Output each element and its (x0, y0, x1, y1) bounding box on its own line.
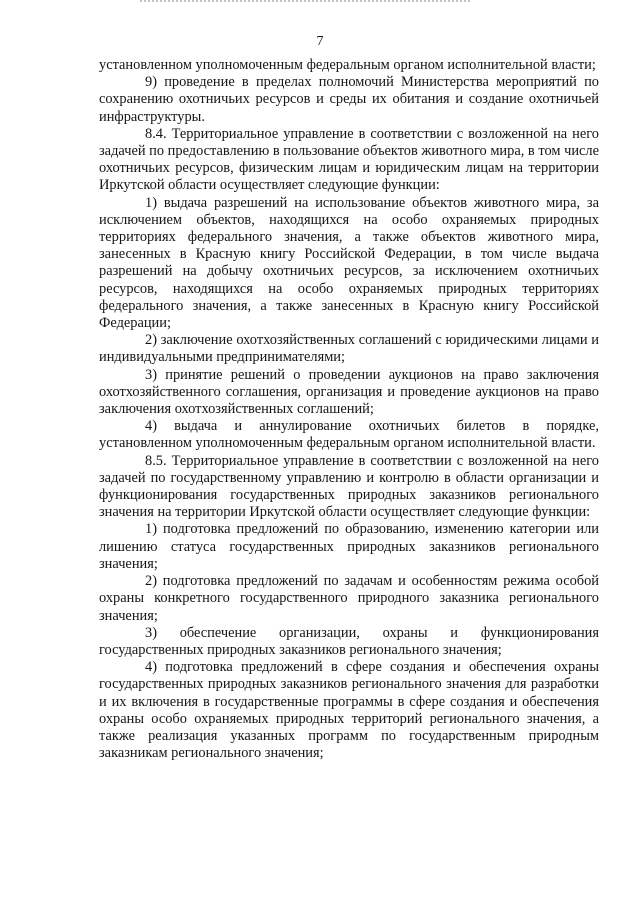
paragraph-8-4-item-4: 4) выдача и аннулирование охотничьих билетов в порядке, установленном уполномоченным федеральным органом исполнительной власти. (99, 418, 599, 452)
paragraph-item-9: 9) проведение в пределах полномочий Министерства мероприятий по сохранению охотничьих ресурсов и среды их обитания и создание охотничьей инфраструктуры. (99, 74, 599, 125)
paragraph-8-5-item-4: 4) подготовка предложений в сфере создания и обеспечения охраны государственных природных заказников регионального значения для разработки и их включения в государственные программы в сфере создания и обеспечения охраны особо охраняемых природных территорий регионального значения, а также реализация указанных программ по государственным природным заказникам регионального значения; (99, 659, 599, 762)
paragraph-8-4-item-2: 2) заключение охотхозяйственных соглашений с юридическими лицами и индивидуальными предпринимателями; (99, 332, 599, 366)
paragraph-section-8-5: 8.5. Территориальное управление в соответствии с возложенной на него задачей по государственному управлению и контролю в области организации и функционирования государственных природных заказников регионального значения на территории Иркутской области осуществляет следующие функции: (99, 452, 599, 521)
page-number: 7 (316, 34, 324, 49)
paragraph-8-5-item-1: 1) подготовка предложений по образованию, изменению категории или лишению статуса государственных природных заказников регионального значения; (99, 521, 599, 572)
paragraph-section-8-4: 8.4. Территориальное управление в соответствии с возложенной на него задачей по предоставлению в пользование объектов животного мира, в том числе охотничьих ресурсов, физическим лицам и юридическим лицам на территории Иркутской области осуществляет следующие функции: (99, 125, 599, 194)
scan-edge-mark (140, 0, 470, 5)
paragraph-8-5-item-2: 2) подготовка предложений по задачам и особенностям режима особой охраны конкретного государственного природного заказника регионального значения; (99, 573, 599, 624)
document-body (99, 57, 599, 762)
paragraph-8-4-item-1: 1) выдача разрешений на использование объектов животного мира, за исключением объектов, находящихся на особо охраняемых природных территориях федерального значения, а также объектов животного мира, занесенных в Красную книгу Российской Федерации, в том числе выдача разрешений на добычу охотничьих ресурсов, за исключением охотничьих ресурсов, находящихся на особо охраняемых природных территориях федерального значения, а также занесенных в Красную книгу Российской Федерации; (99, 194, 599, 332)
paragraph-8-4-item-3: 3) принятие решений о проведении аукционов на право заключения охотхозяйственного соглашения, организация и проведение аукционов на право заключения охотхозяйственных соглашений; (99, 366, 599, 418)
paragraph-continuation: установленном уполномоченным федеральным органом исполнительной власти; (99, 57, 596, 73)
paragraph-8-5-item-3: 3) обеспечение организации, охраны и функционирования государственных природных заказников регионального значения; (99, 624, 599, 658)
